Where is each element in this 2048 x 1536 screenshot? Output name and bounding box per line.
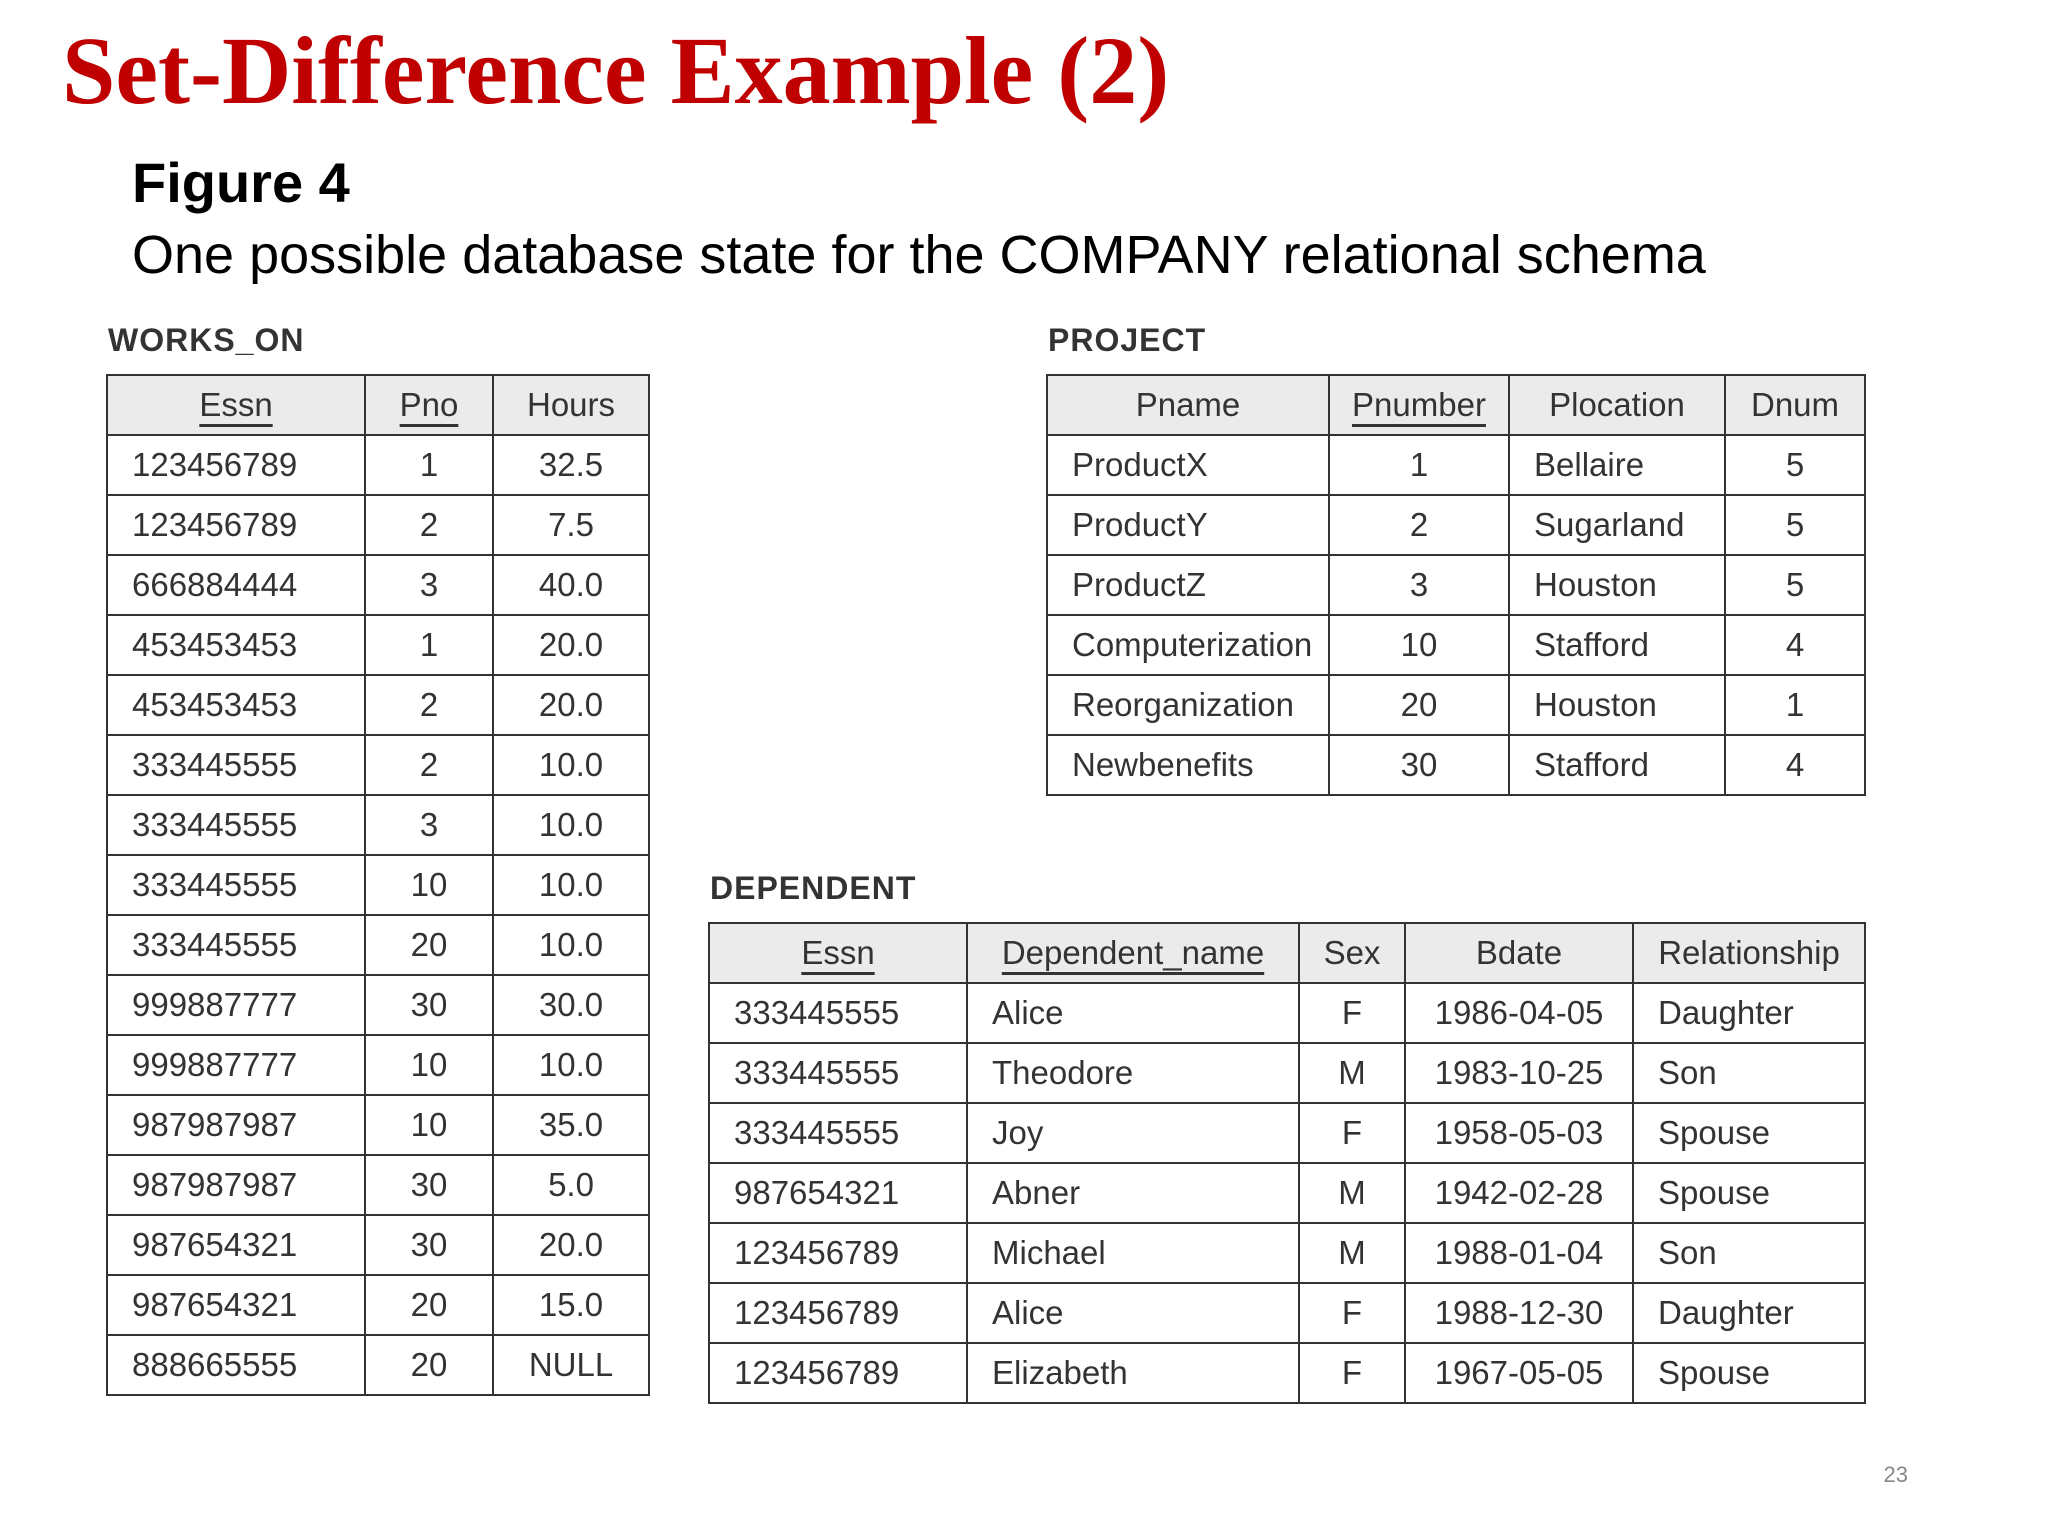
project-cell: ProductY xyxy=(1047,495,1329,555)
works-on-row xyxy=(107,855,649,915)
project-header-row xyxy=(1047,375,1865,435)
works-on-cell: 2 xyxy=(365,675,493,735)
project-body xyxy=(1047,435,1865,795)
dependent-cell: Alice xyxy=(967,1283,1299,1343)
dependent-cell: Theodore xyxy=(967,1043,1299,1103)
works-on-cell: 35.0 xyxy=(493,1095,649,1155)
works-on-row xyxy=(107,1035,649,1095)
project-row xyxy=(1047,435,1865,495)
works-on-cell: 333445555 xyxy=(107,735,365,795)
works-on-cell: 10.0 xyxy=(493,795,649,855)
works-on-cell: 333445555 xyxy=(107,855,365,915)
project-row xyxy=(1047,495,1865,555)
dependent-cell: 1988-01-04 xyxy=(1405,1223,1633,1283)
figure-label: Figure 4 xyxy=(132,151,350,214)
dependent-cell: Spouse xyxy=(1633,1103,1865,1163)
works-on-cell: 10.0 xyxy=(493,1035,649,1095)
dependent-cell: F xyxy=(1299,1343,1405,1403)
project-cell: 5 xyxy=(1725,555,1865,615)
dependent-cell: Alice xyxy=(967,983,1299,1043)
dependent-cell: Spouse xyxy=(1633,1343,1865,1403)
works-on-cell: 15.0 xyxy=(493,1275,649,1335)
works-on-row xyxy=(107,615,649,675)
dependent-cell: Daughter xyxy=(1633,1283,1865,1343)
works-on-cell: NULL xyxy=(493,1335,649,1395)
project-row xyxy=(1047,735,1865,795)
works-on-row xyxy=(107,915,649,975)
dependent-header-relationship: Relationship xyxy=(1633,923,1865,983)
dependent-header-row xyxy=(709,923,1865,983)
works-on-cell: 333445555 xyxy=(107,915,365,975)
works-on-cell: 30 xyxy=(365,975,493,1035)
works-on-header-pno-label: Pno xyxy=(399,386,459,423)
dependent-header-essn xyxy=(709,923,967,983)
dependent-cell: 1983-10-25 xyxy=(1405,1043,1633,1103)
works-on-cell: 1 xyxy=(365,615,493,675)
dependent-cell: 1988-12-30 xyxy=(1405,1283,1633,1343)
works-on-header-hours: Hours xyxy=(493,375,649,435)
works-on-cell: 20 xyxy=(365,1275,493,1335)
works-on-cell: 453453453 xyxy=(107,675,365,735)
dependent-cell: 1986-04-05 xyxy=(1405,983,1633,1043)
dependent-table-title: DEPENDENT xyxy=(710,870,917,906)
dependent-row xyxy=(709,1343,1865,1403)
dependent-cell: Spouse xyxy=(1633,1163,1865,1223)
works-on-cell: 30.0 xyxy=(493,975,649,1035)
works-on-cell: 987654321 xyxy=(107,1215,365,1275)
dependent-cell: M xyxy=(1299,1043,1405,1103)
dependent-row xyxy=(709,1043,1865,1103)
works-on-cell: 1 xyxy=(365,435,493,495)
dependent-row xyxy=(709,1163,1865,1223)
dependent-cell: 987654321 xyxy=(709,1163,967,1223)
works-on-row xyxy=(107,975,649,1035)
dependent-cell: Daughter xyxy=(1633,983,1865,1043)
project-cell: 30 xyxy=(1329,735,1509,795)
dependent-cell: M xyxy=(1299,1163,1405,1223)
dependent-cell: 1958-05-03 xyxy=(1405,1103,1633,1163)
project-cell: ProductX xyxy=(1047,435,1329,495)
works-on-cell: 888665555 xyxy=(107,1335,365,1395)
works-on-cell: 987654321 xyxy=(107,1275,365,1335)
slide-title: Set-Difference Example (2) xyxy=(62,17,1170,124)
project-header-pname: Pname xyxy=(1047,375,1329,435)
project-cell: 5 xyxy=(1725,435,1865,495)
works-on-header-essn-label: Essn xyxy=(199,386,273,423)
project-cell: ProductZ xyxy=(1047,555,1329,615)
project-cell: 1 xyxy=(1725,675,1865,735)
works-on-cell: 453453453 xyxy=(107,615,365,675)
works-on-row xyxy=(107,795,649,855)
dependent-cell: Son xyxy=(1633,1043,1865,1103)
works-on-header-pno xyxy=(365,375,493,435)
works-on-cell: 999887777 xyxy=(107,1035,365,1095)
works-on-table xyxy=(106,374,650,1396)
project-row xyxy=(1047,555,1865,615)
works-on-row xyxy=(107,675,649,735)
works-on-row xyxy=(107,1095,649,1155)
dependent-cell: 123456789 xyxy=(709,1283,967,1343)
dependent-body xyxy=(709,983,1865,1403)
project-cell: 10 xyxy=(1329,615,1509,675)
dependent-header-sex: Sex xyxy=(1299,923,1405,983)
project-cell: 20 xyxy=(1329,675,1509,735)
dependent-cell: 333445555 xyxy=(709,1043,967,1103)
project-cell: 1 xyxy=(1329,435,1509,495)
works-on-cell: 10.0 xyxy=(493,915,649,975)
works-on-cell: 2 xyxy=(365,735,493,795)
works-on-cell: 20.0 xyxy=(493,675,649,735)
project-cell: Bellaire xyxy=(1509,435,1725,495)
project-cell: 2 xyxy=(1329,495,1509,555)
works-on-cell: 30 xyxy=(365,1215,493,1275)
works-on-cell: 10 xyxy=(365,855,493,915)
works-on-cell: 20.0 xyxy=(493,1215,649,1275)
dependent-table xyxy=(708,922,1866,1404)
dependent-cell: 1942-02-28 xyxy=(1405,1163,1633,1223)
dependent-row xyxy=(709,1223,1865,1283)
works-on-row xyxy=(107,495,649,555)
dependent-row xyxy=(709,983,1865,1043)
project-table xyxy=(1046,374,1866,796)
project-header-pnumber-label: Pnumber xyxy=(1352,386,1486,423)
works-on-cell: 666884444 xyxy=(107,555,365,615)
project-row xyxy=(1047,615,1865,675)
project-cell: Stafford xyxy=(1509,615,1725,675)
project-cell: 5 xyxy=(1725,495,1865,555)
project-cell: 3 xyxy=(1329,555,1509,615)
project-table-title: PROJECT xyxy=(1048,322,1207,358)
works-on-cell: 40.0 xyxy=(493,555,649,615)
works-on-row xyxy=(107,435,649,495)
project-cell: Houston xyxy=(1509,675,1725,735)
project-header-dnum: Dnum xyxy=(1725,375,1865,435)
dependent-header-bdate: Bdate xyxy=(1405,923,1633,983)
dependent-header-essn-label: Essn xyxy=(801,934,875,971)
works-on-cell: 3 xyxy=(365,555,493,615)
works-on-row xyxy=(107,1215,649,1275)
works-on-cell: 20 xyxy=(365,915,493,975)
works-on-cell: 123456789 xyxy=(107,435,365,495)
works-on-row xyxy=(107,555,649,615)
dependent-cell: Abner xyxy=(967,1163,1299,1223)
works-on-cell: 30 xyxy=(365,1155,493,1215)
dependent-cell: 1967-05-05 xyxy=(1405,1343,1633,1403)
dependent-cell: Michael xyxy=(967,1223,1299,1283)
works-on-cell: 10 xyxy=(365,1095,493,1155)
works-on-row xyxy=(107,1155,649,1215)
works-on-header-essn xyxy=(107,375,365,435)
dependent-cell: F xyxy=(1299,1283,1405,1343)
works-on-row xyxy=(107,735,649,795)
works-on-cell: 2 xyxy=(365,495,493,555)
works-on-row xyxy=(107,1275,649,1335)
works-on-cell: 123456789 xyxy=(107,495,365,555)
dependent-cell: Son xyxy=(1633,1223,1865,1283)
works-on-cell: 20.0 xyxy=(493,615,649,675)
works-on-cell: 10.0 xyxy=(493,855,649,915)
project-cell: Sugarland xyxy=(1509,495,1725,555)
works-on-cell: 10 xyxy=(365,1035,493,1095)
project-cell: Stafford xyxy=(1509,735,1725,795)
works-on-cell: 3 xyxy=(365,795,493,855)
works-on-header-row xyxy=(107,375,649,435)
dependent-cell: Elizabeth xyxy=(967,1343,1299,1403)
dependent-row xyxy=(709,1103,1865,1163)
works-on-row xyxy=(107,1335,649,1395)
project-row xyxy=(1047,675,1865,735)
dependent-row xyxy=(709,1283,1865,1343)
dependent-cell: 333445555 xyxy=(709,983,967,1043)
works-on-cell: 987987987 xyxy=(107,1095,365,1155)
project-cell: Computerization xyxy=(1047,615,1329,675)
works-on-cell: 999887777 xyxy=(107,975,365,1035)
works-on-body xyxy=(107,435,649,1395)
dependent-header-dependent-name-label: Dependent_name xyxy=(1001,934,1265,971)
works-on-cell: 333445555 xyxy=(107,795,365,855)
project-cell: Houston xyxy=(1509,555,1725,615)
works-on-cell: 32.5 xyxy=(493,435,649,495)
dependent-cell: F xyxy=(1299,1103,1405,1163)
dependent-cell: 123456789 xyxy=(709,1343,967,1403)
dependent-cell: F xyxy=(1299,983,1405,1043)
dependent-cell: Joy xyxy=(967,1103,1299,1163)
dependent-cell: M xyxy=(1299,1223,1405,1283)
project-cell: 4 xyxy=(1725,615,1865,675)
project-cell: Newbenefits xyxy=(1047,735,1329,795)
project-header-pnumber xyxy=(1329,375,1509,435)
works-on-cell: 987987987 xyxy=(107,1155,365,1215)
dependent-cell: 123456789 xyxy=(709,1223,967,1283)
dependent-header-dependent-name xyxy=(967,923,1299,983)
page-number: 23 xyxy=(1883,1462,1908,1487)
project-cell: 4 xyxy=(1725,735,1865,795)
works-on-cell: 7.5 xyxy=(493,495,649,555)
dependent-cell: 333445555 xyxy=(709,1103,967,1163)
works-on-cell: 5.0 xyxy=(493,1155,649,1215)
works-on-cell: 20 xyxy=(365,1335,493,1395)
figure-caption: One possible database state for the COMPANY relational schema xyxy=(132,225,1706,285)
works-on-cell: 10.0 xyxy=(493,735,649,795)
project-header-plocation: Plocation xyxy=(1509,375,1725,435)
works-on-table-title: WORKS_ON xyxy=(108,322,305,358)
project-cell: Reorganization xyxy=(1047,675,1329,735)
